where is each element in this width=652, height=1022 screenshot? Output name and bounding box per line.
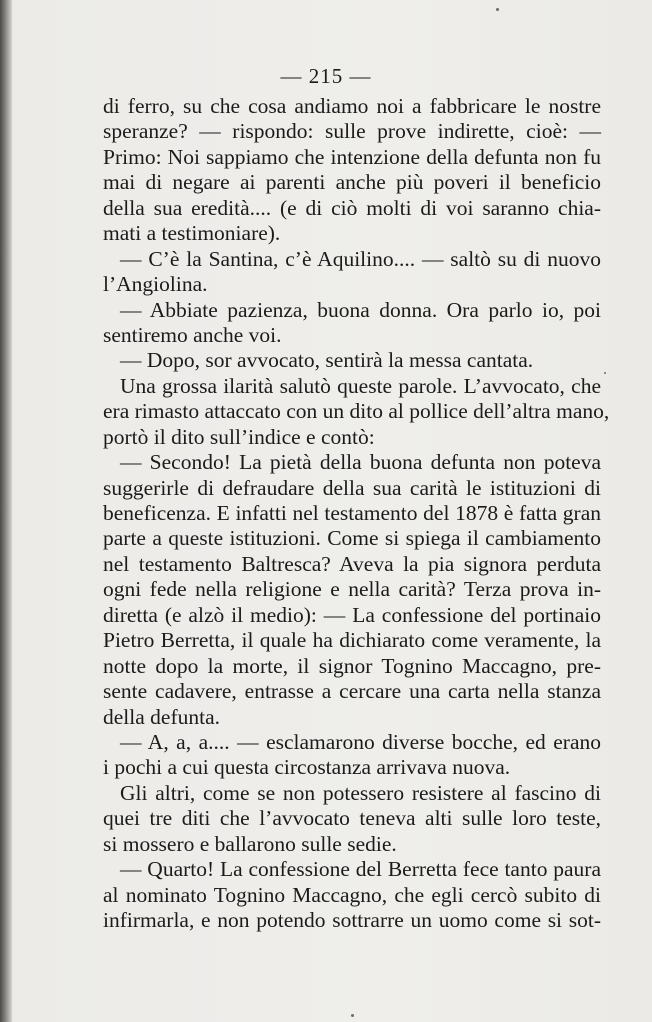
page-binding-edge (0, 0, 12, 1022)
paper-speck (351, 1014, 354, 1017)
text-line: Pietro Berretta, il quale ha dichiarato come veramente, la (103, 628, 601, 653)
text-line: della sua eredità.... (e di ciò molti di voi saranno chia- (103, 195, 601, 220)
text-line: portò il dito sull’indice e contò: (103, 424, 375, 449)
text-line: al nominato Tognino Maccagno, che egli cercò subito di (103, 882, 601, 907)
text-line: notte dopo la morte, il signor Tognino Maccagno, pre- (103, 653, 601, 678)
text-line: quei tre diti che l’avvocato teneva alti sulle loro teste, (103, 806, 601, 831)
text-line: beneficenza. E infatti nel testamento del 1878 è fatta gran (103, 501, 601, 525)
text-line: Una grossa ilarità salutò queste parole. L’avvocato, che (120, 373, 601, 398)
text-line: parte a queste istituzioni. Come si spiega il cambiamento (103, 526, 601, 551)
text-line: sentiremo anche voi. (103, 322, 282, 347)
text-line: nel testamento Baltresca? Aveva la pia signora perduta (103, 551, 601, 576)
text-line: si mossero e ballarono sulle sedie. (103, 831, 397, 856)
text-line: i pochi a cui questa circostanza arrivava nuova. (103, 755, 511, 780)
text-line: era rimasto attaccato con un dito al pollice dell’altra mano, (103, 399, 610, 424)
text-line: — Quarto! La confessione del Berretta fece tanto paura (120, 857, 601, 882)
text-line: suggerirle di defraudare della sua carità le istituzioni di (103, 475, 601, 500)
text-line: diretta (e alzò il medio): — La confessione del portinaio (103, 602, 601, 627)
body-text (103, 94, 610, 933)
text-line: — Abbiate pazienza, buona donna. Ora parlo io, poi (120, 297, 601, 322)
text-line: infirmarla, e non potendo sottrarre un uomo come si sot- (103, 908, 601, 932)
text-line: speranze? — rispondo: sulle prove indirette, cioè: — (103, 119, 601, 144)
text-line: mai di negare ai parenti anche più poveri il beneficio (103, 170, 601, 195)
text-line: — Dopo, sor avvocato, sentirà la messa cantata. (120, 348, 534, 373)
text-line: Primo: Noi sappiamo che intenzione della defunta non fu (103, 144, 601, 169)
page-number: — 215 — (280, 64, 372, 88)
text-line: di ferro, su che cosa andiamo noi a fabbricare le nostre (103, 94, 601, 118)
text-line: l’Angiolina. (103, 272, 208, 297)
text-line: — A, a, a.... — esclamarono diverse bocche, ed erano (120, 729, 601, 754)
text-line: — C’è la Santina, c’è Aquilino.... — saltò su di nuovo (120, 246, 601, 271)
text-line: mati a testimoniare). (103, 221, 281, 246)
text-line: Gli altri, come se non potessero resistere al fascino di (120, 780, 601, 805)
text-line: — Secondo! La pietà della buona defunta non poteva (120, 450, 601, 475)
text-line: della defunta. (103, 704, 221, 729)
paper-speck (496, 8, 499, 11)
paper-speck (604, 372, 606, 374)
text-line: ogni fede nella religione e nella carità? Terza prova in- (103, 577, 601, 602)
text-line: sente cadavere, entrasse a cercare una carta nella stanza (103, 679, 601, 704)
